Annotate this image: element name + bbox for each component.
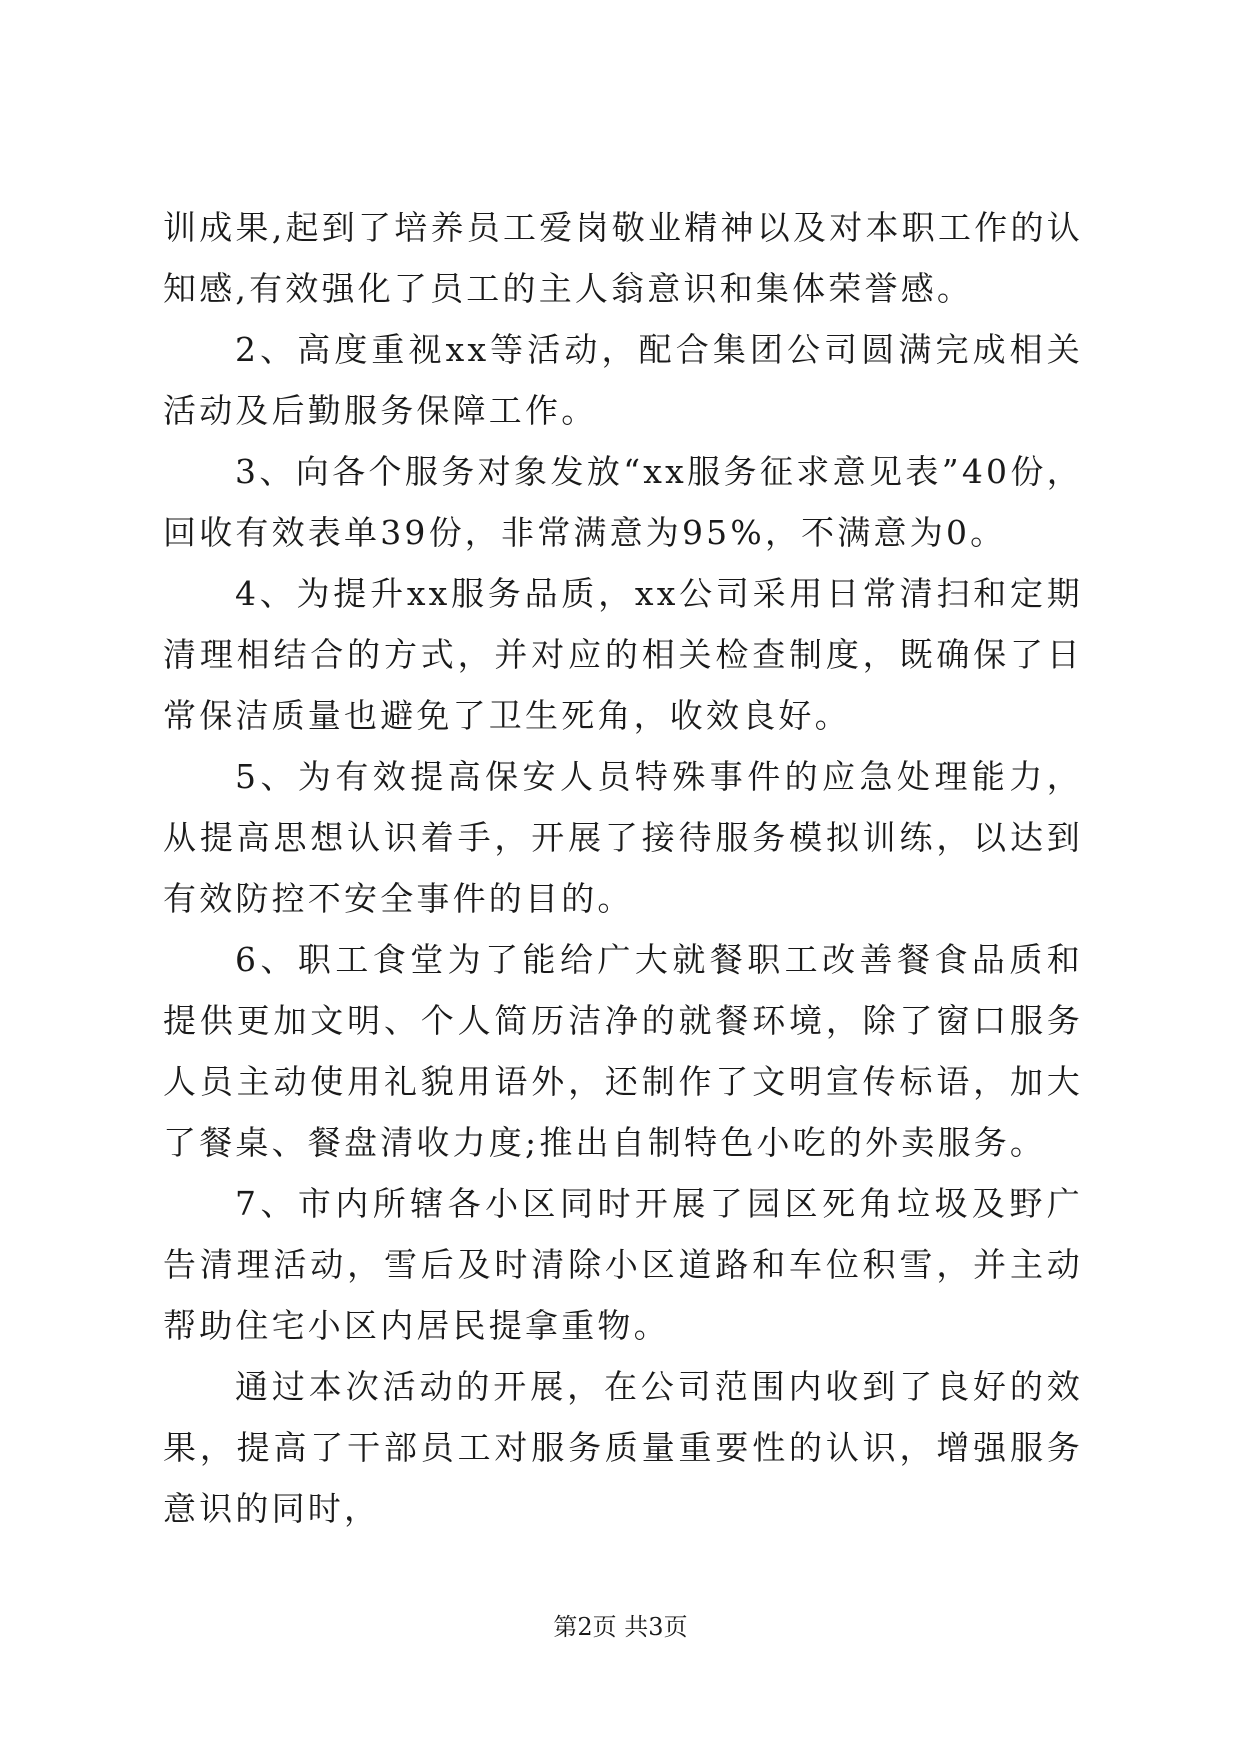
document-body [163, 197, 1083, 1539]
paragraph-item-3: 3、向各个服务对象发放“xx服务征求意见表”40份，回收有效表单39份，非常满意为95%，不满意为0。 [163, 452, 1083, 552]
paragraph-item-4: 4、为提升xx服务品质，xx公司采用日常清扫和定期清理相结合的方式，并对应的相关检查制度，既确保了日常保洁质量也避免了卫生死角，收效良好。 [163, 574, 1083, 735]
paragraph-item-2: 2、高度重视xx等活动，配合集团公司圆满完成相关活动及后勤服务保障工作。 [163, 330, 1083, 430]
paragraph-item-5: 5、为有效提高保安人员特殊事件的应急处理能力，从提高思想认识着手，开展了接待服务模拟训练，以达到有效防控不安全事件的目的。 [163, 757, 1083, 918]
paragraph-item-6: 6、职工食堂为了能给广大就餐职工改善餐食品质和提供更加文明、个人简历洁净的就餐环境，除了窗口服务人员主动使用礼貌用语外，还制作了文明宣传标语，加大了餐桌、餐盘清收力度;推出自制特色小吃的外卖服务。 [163, 940, 1083, 1162]
page-footer: 第2页 共3页 [553, 1613, 688, 1641]
paragraph-continuation: 训成果,起到了培养员工爱岗敬业精神以及对本职工作的认知感,有效强化了员工的主人翁意识和集体荣誉感。 [163, 208, 1083, 308]
paragraph-item-7: 7、市内所辖各小区同时开展了园区死角垃圾及野广告清理活动，雪后及时清除小区道路和车位积雪，并主动帮助住宅小区内居民提拿重物。 [163, 1184, 1083, 1345]
paragraph-summary: 通过本次活动的开展，在公司范围内收到了良好的效果，提高了干部员工对服务质量重要性的认识，增强服务意识的同时， [163, 1367, 1083, 1528]
